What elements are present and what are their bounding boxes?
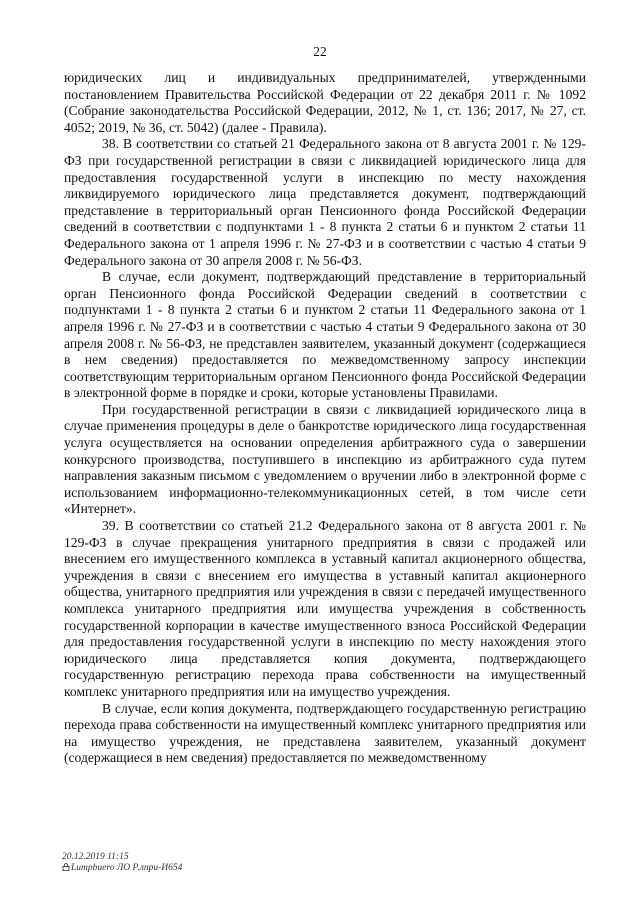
- paragraph-bankruptcy: При государственной регистрации в связи с ликвидацией юридического лица в случае применения процедуры в деле о банкротстве юридического лица государственная услуга осуществляется на основании определения арбитражного суда о завершении конкурсного производства, поступившего в инспекцию из арбитражного суда путем направления заказным письмом с уведомлением о вручении либо в электронной форме с использованием информационно-телекоммуникационных сетей, в том числе сети «Интернет».: [64, 401, 586, 517]
- lock-icon: [62, 863, 70, 871]
- paragraph-item-39: 39. В соответствии со статьей 21.2 Федерального закона от 8 августа 2001 г. № 129-ФЗ в случае прекращения унитарного предприятия в связи с продажей или внесением его имущественного комплекса в уставный капитал акционерного общества, учреждения в связи с внесением его имущества в уставный капитал акционерного общества, унитарного предприятия или учреждения в связи с передачей имущественного комплекса унитарного предприятия или имущества учреждения в собственность государственной корпорации в качестве имущественного взноса Российской Федерации для предоставления государственной услуги в инспекцию по месту нахождения этого юридического лица представляется копия документа, подтверждающего государственную регистрацию перехода права собственности на имущественный комплекс унитарного предприятия или на имущество учреждения.: [64, 518, 586, 699]
- document-body: [64, 70, 586, 767]
- paragraph-item-38-case: В случае, если документ, подтверждающий представление в территориальный орган Пенсионного фонда Российской Федерации сведений в соответствии с подпунктами 1 - 8 пункта 2 статьи 6 и пунктом 2 статьи 11 Федерального закона от 1 апреля 1996 г. № 27-ФЗ и в соответствии с частью 4 статьи 9 Федерального закона от 30 апреля 2008 г. № 56-ФЗ, не представлен заявителем, указанный документ (содержащиеся в нем сведения) предоставляется по межведомственному запросу инспекции соответствующим территориальным органом Пенсионного фонда Российской Федерации в электронной форме в порядке и сроки, которые установлены Правилами.: [64, 269, 586, 401]
- footer-timestamp: 20.12.2019 11:15: [62, 852, 129, 862]
- paragraph-intro: юридических лиц и индивидуальных предпринимателей, утвержденными постановлением Правительства Российской Федерации от 22 декабря 2011 г. № 1092 (Собрание законодательства Российской Федерации, 2012, № 1, ст. 136; 2017, № 27, ст. 4052; 2019, № 36, ст. 5042) (далее - Правила).: [64, 70, 586, 135]
- footer-document-ref-text: Lumpbuero ЛО Р.лпрu-И654: [71, 863, 183, 873]
- footer-document-ref: [62, 863, 182, 874]
- page-number: 22: [313, 44, 327, 59]
- page-footer: [62, 852, 182, 874]
- paragraph-item-39-case: В случае, если копия документа, подтверждающего государственную регистрацию перехода права собственности на имущественный комплекс унитарного предприятия или на имущество учреждения, не представлена заявителем, указанный документ (содержащиеся в нем сведения) предоставляется по межведомственному: [64, 700, 586, 766]
- paragraph-item-38: 38. В соответствии со статьей 21 Федерального закона от 8 августа 2001 г. № 129-ФЗ при государственной регистрации в связи с ликвидацией юридического лица для предоставления государственной услуги в инспекцию по месту нахождения ликвидируемого юридического лица представляется документ, подтверждающий представление в территориальный орган Пенсионного фонда Российской Федерации сведений в соответствии с подпунктами 1 - 8 пункта 2 статьи 6 и пунктом 2 статьи 11 Федерального закона от 1 апреля 1996 г. № 27-ФЗ и в соответствии с частью 4 статьи 9 Федерального закона от 30 апреля 2008 г. № 56-ФЗ.: [64, 136, 586, 268]
